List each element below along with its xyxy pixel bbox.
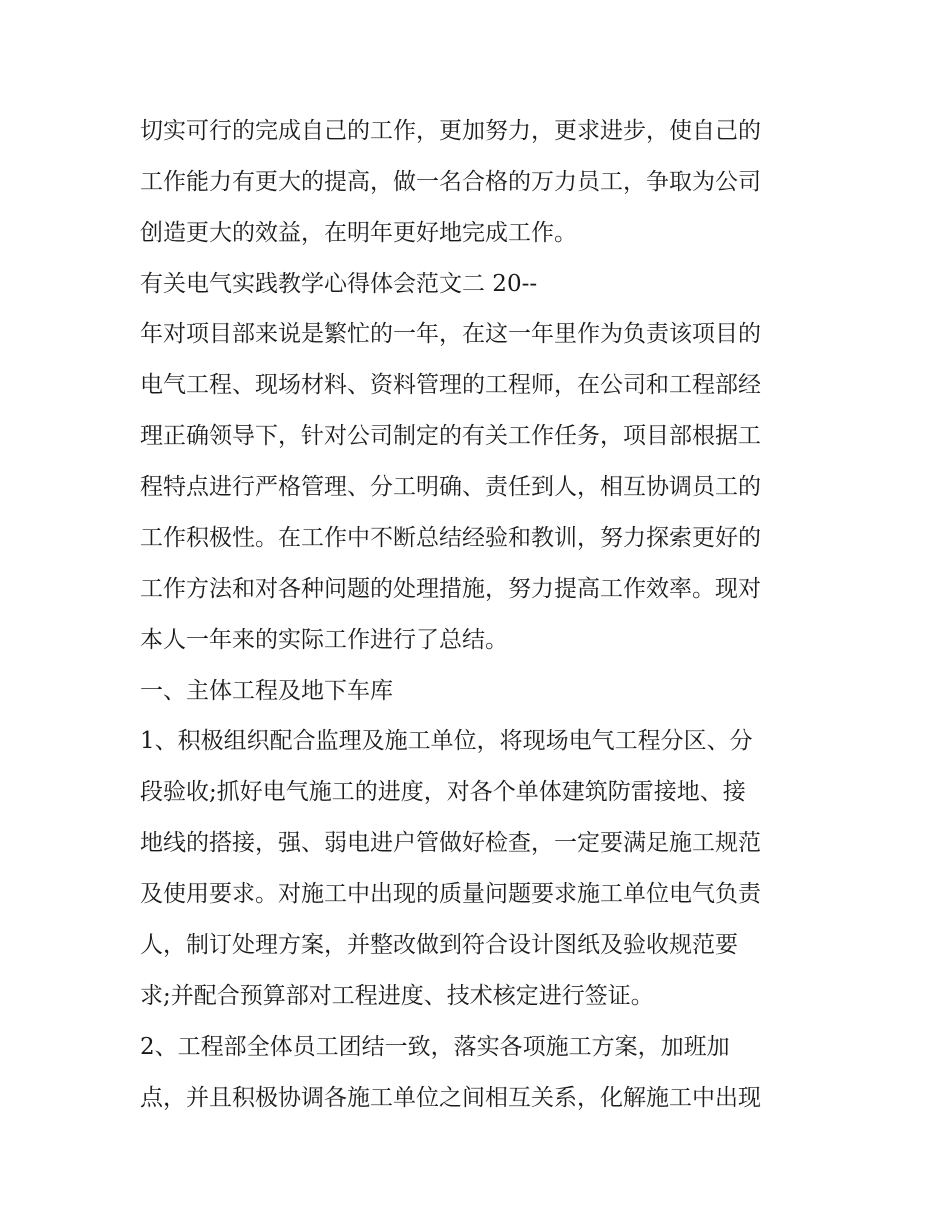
paragraph-line: 程特点进行严格管理、分工明确、责任到人，相互协调员工的 [140, 474, 761, 500]
paragraph-line: 理正确领导下，针对公司制定的有关工作任务，项目部根据工 [140, 423, 761, 449]
paragraph-line: 点，并且积极协调各施工单位之间相互关系，化解施工中出现 [140, 1085, 761, 1111]
paragraph-line: 创造更大的效益，在明年更好地完成工作。 [140, 220, 577, 246]
paragraph-line: 求;并配合预算部对工程进度、技术核定进行签证。 [140, 983, 654, 1009]
paragraph-line: 工作积极性。在工作中不断总结经验和教训，努力探索更好的 [140, 525, 761, 551]
paragraph-line: 电气工程、现场材料、资料管理的工程师，在公司和工程部经 [140, 372, 761, 398]
paragraph-line: 段验收;抓好电气施工的进度，对各个单体建筑防雷接地、接 [140, 779, 746, 805]
paragraph-line: 1、积极组织配合监理及施工单位，将现场电气工程分区、分 [140, 728, 753, 754]
paragraph-line: 地线的搭接，强、弱电进户管做好检查，一定要满足施工规范 [140, 830, 761, 856]
document-body [140, 106, 820, 1124]
paragraph-line: 工作方法和对各种问题的处理措施，努力提高工作效率。现对 [140, 576, 761, 602]
paragraph-line: 切实可行的完成自己的工作，更加努力，更求进步，使自己的 [140, 118, 761, 144]
paragraph-line: 人，制订处理方案，并整改做到符合设计图纸及验收规范要 [140, 932, 738, 958]
paragraph-line: 及使用要求。对施工中出现的质量问题要求施工单位电气负责 [140, 881, 761, 907]
section-title: 有关电气实践教学心得体会范文二 20-- [140, 271, 538, 297]
paragraph-line: 工作能力有更大的提高，做一名合格的万力员工，争取为公司 [140, 169, 761, 195]
paragraph-line: 2、工程部全体员工团结一致，落实各项施工方案，加班加 [140, 1034, 730, 1060]
paragraph-line: 年对项目部来说是繁忙的一年，在这一年里作为负责该项目的 [140, 321, 761, 347]
subsection-heading: 一、主体工程及地下车库 [140, 678, 393, 704]
paragraph-line: 本人一年来的实际工作进行了总结。 [140, 627, 508, 653]
